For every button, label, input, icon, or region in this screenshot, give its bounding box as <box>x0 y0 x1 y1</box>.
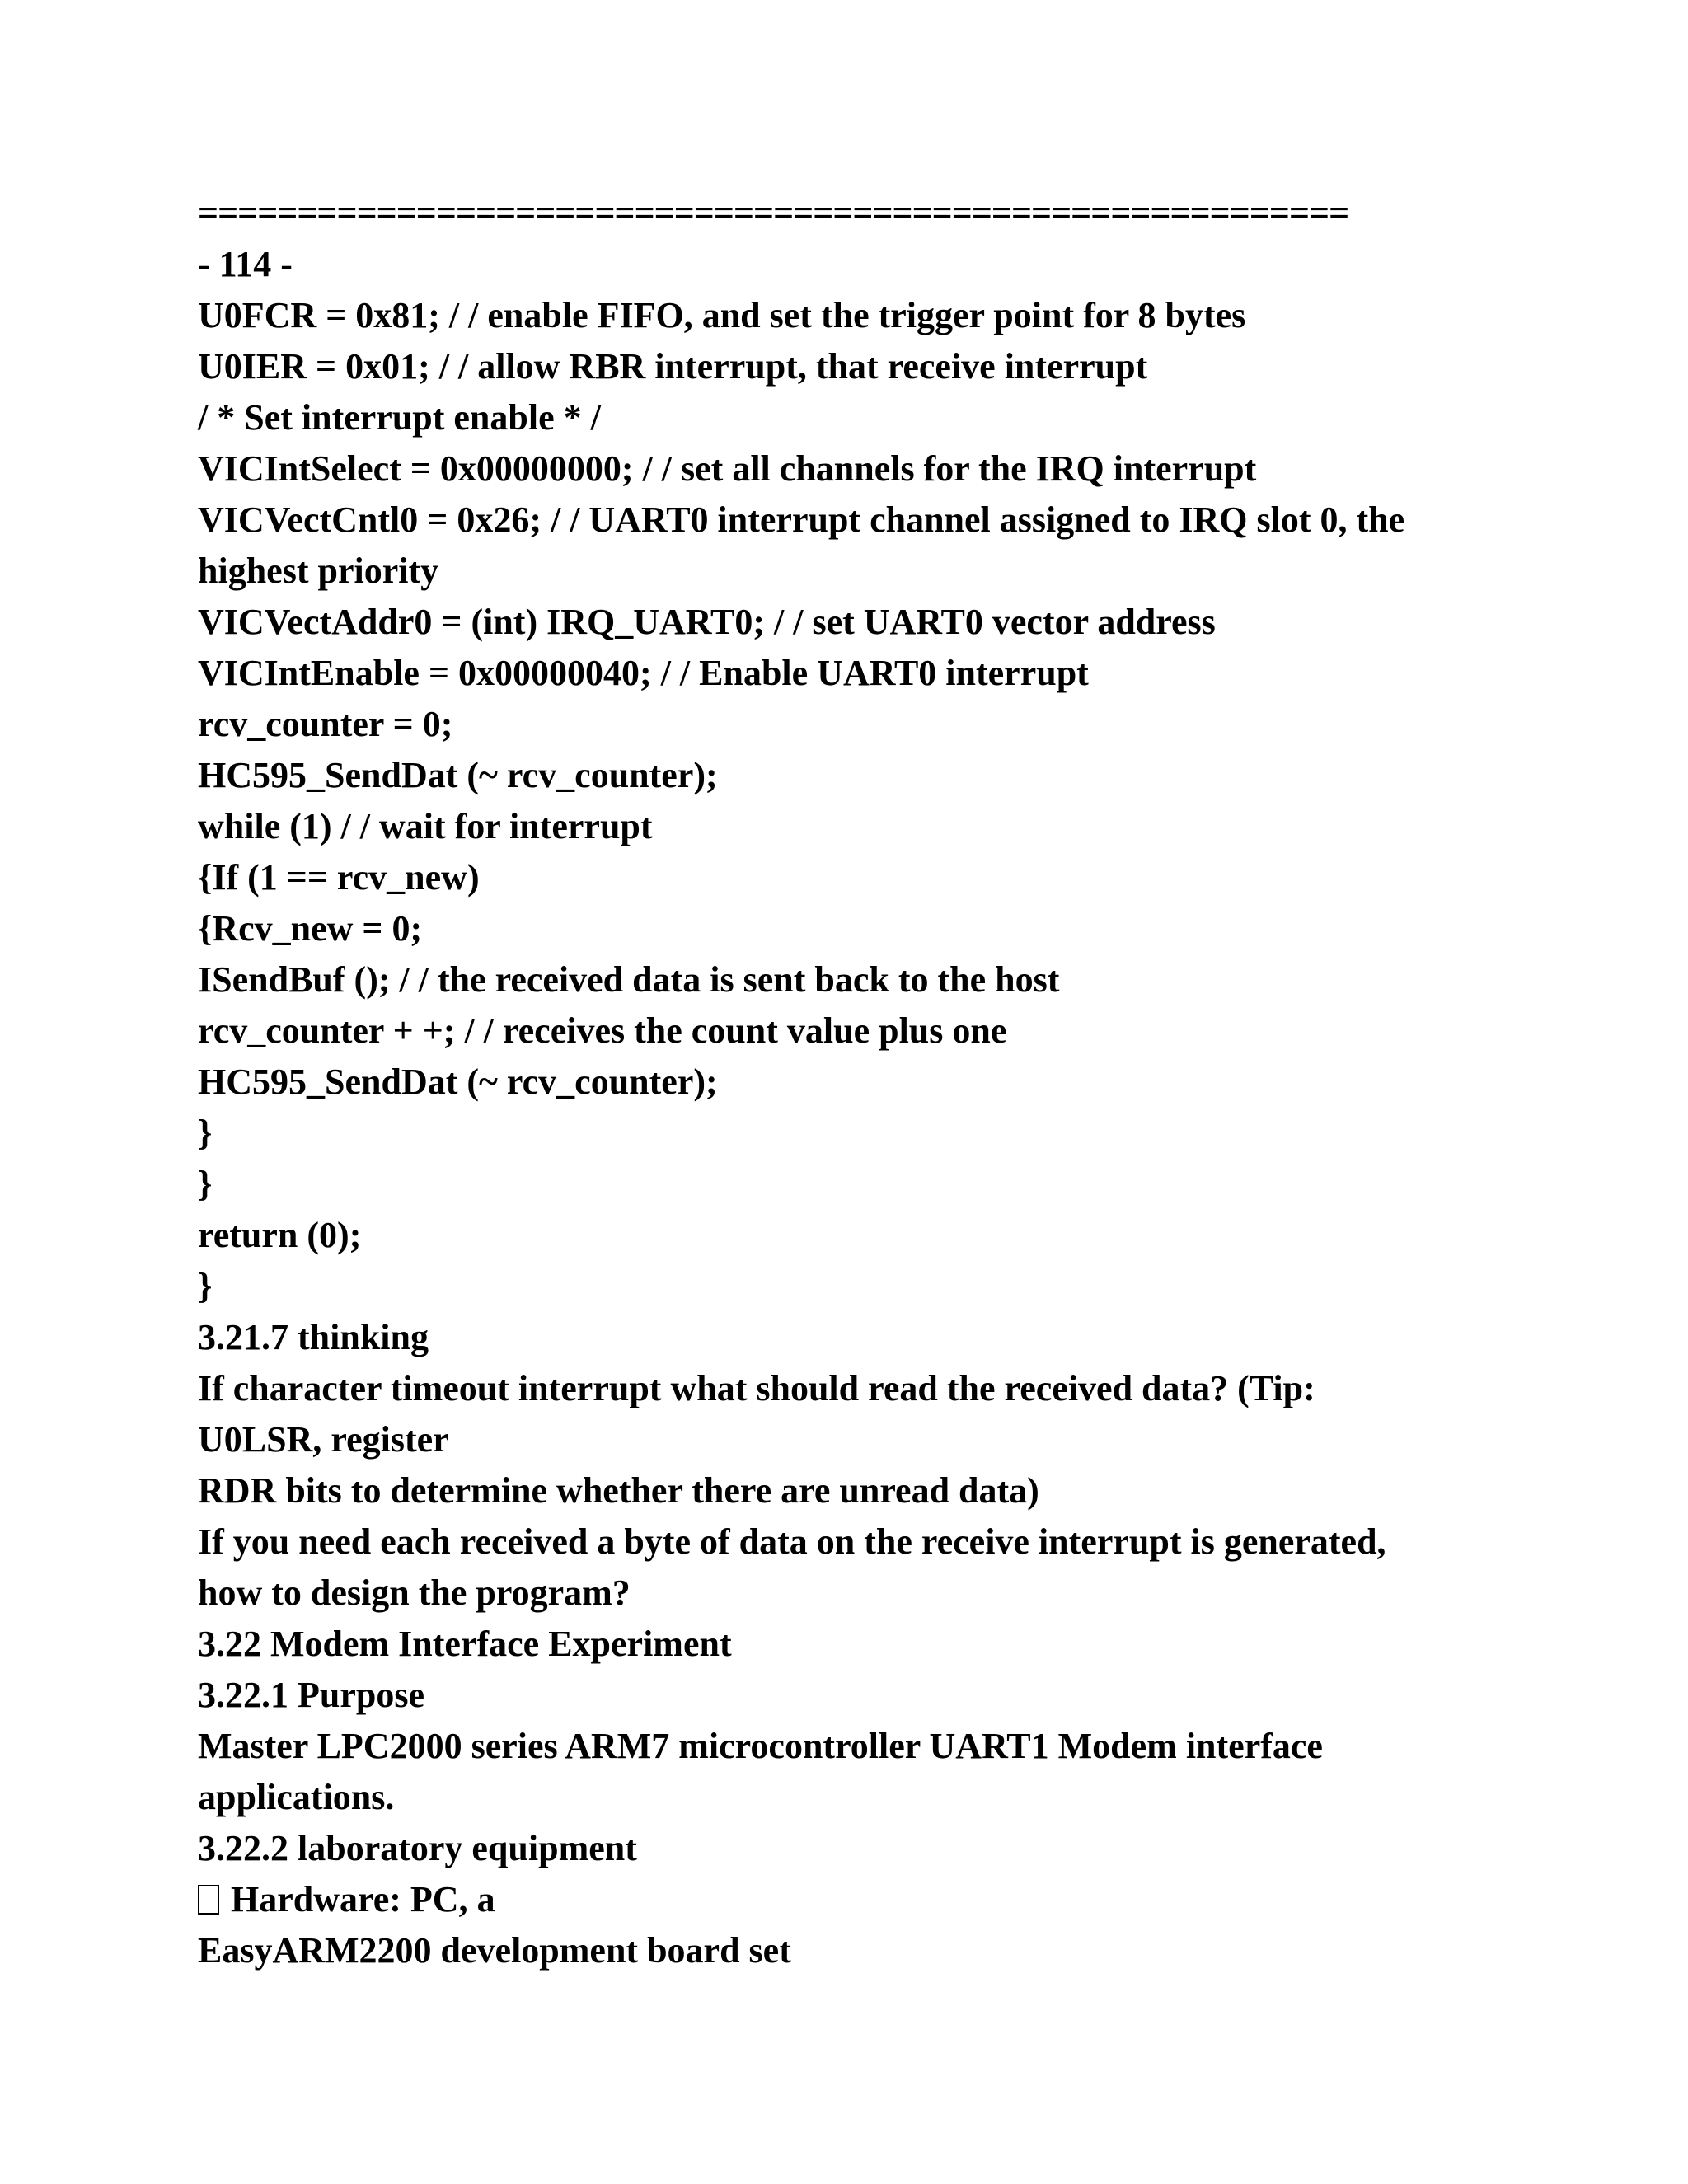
code-line: } <box>198 1113 213 1153</box>
page-content <box>198 188 1582 1976</box>
body-text-line: U0LSR, register <box>198 1419 449 1460</box>
code-line: while (1) / / wait for interrupt <box>198 806 653 846</box>
code-line: } <box>198 1164 213 1204</box>
code-line: highest priority <box>198 551 439 591</box>
page-number: - 114 - <box>198 244 293 284</box>
code-line: VICVectAddr0 = (int) IRQ_UART0; / / set UART0 vector address <box>198 602 1216 642</box>
code-comment-line: / * Set interrupt enable * / <box>198 397 601 438</box>
code-line: rcv_counter = 0; <box>198 704 453 744</box>
body-text-line: how to design the program? <box>198 1572 631 1613</box>
body-text-line: applications. <box>198 1777 395 1817</box>
section-heading: 3.22.2 laboratory equipment <box>198 1828 637 1868</box>
code-line: {Rcv_new = 0; <box>198 908 423 949</box>
code-line: VICVectCntl0 = 0x26; / / UART0 interrupt channel assigned to IRQ slot 0, the <box>198 499 1405 540</box>
code-line: U0IER = 0x01; / / allow RBR interrupt, that receive interrupt <box>198 346 1148 387</box>
section-heading: 3.22 Modem Interface Experiment <box>198 1624 732 1664</box>
body-text-line: RDR bits to determine whether there are unread data) <box>198 1470 1039 1511</box>
body-text-line: If character timeout interrupt what should read the received data? (Tip: <box>198 1368 1315 1408</box>
code-line: rcv_counter + +; / / receives the count value plus one <box>198 1010 1007 1051</box>
code-line: HC595_SendDat (~ rcv_counter); <box>198 755 718 795</box>
body-text-line: Master LPC2000 series ARM7 microcontroller UART1 Modem interface <box>198 1726 1323 1766</box>
code-line: } <box>198 1266 213 1306</box>
code-line: VICIntSelect = 0x00000000; / / set all channels for the IRQ interrupt <box>198 448 1257 489</box>
code-line: HC595_SendDat (~ rcv_counter); <box>198 1062 718 1102</box>
section-heading: 3.22.1 Purpose <box>198 1675 424 1715</box>
code-line: ISendBuf (); / / the received data is sent back to the host <box>198 959 1060 1000</box>
body-text-line: If you need each received a byte of data on the receive interrupt is generated, <box>198 1521 1386 1562</box>
hardware-bullet-line <box>198 1874 1582 1925</box>
code-line: {If (1 == rcv_new) <box>198 857 480 898</box>
code-line: return (0); <box>198 1215 362 1255</box>
body-text-line: EasyARM2200 development board set <box>198 1930 791 1971</box>
hardware-text: Hardware: PC, a <box>231 1879 495 1919</box>
bullet-box-icon <box>198 1885 219 1915</box>
code-line: VICIntEnable = 0x00000040; / / Enable UART0 interrupt <box>198 653 1089 693</box>
separator-line: ========================================================== <box>198 193 1349 233</box>
code-line: U0FCR = 0x81; / / enable FIFO, and set the trigger point for 8 bytes <box>198 295 1246 335</box>
section-heading: 3.21.7 thinking <box>198 1317 429 1357</box>
